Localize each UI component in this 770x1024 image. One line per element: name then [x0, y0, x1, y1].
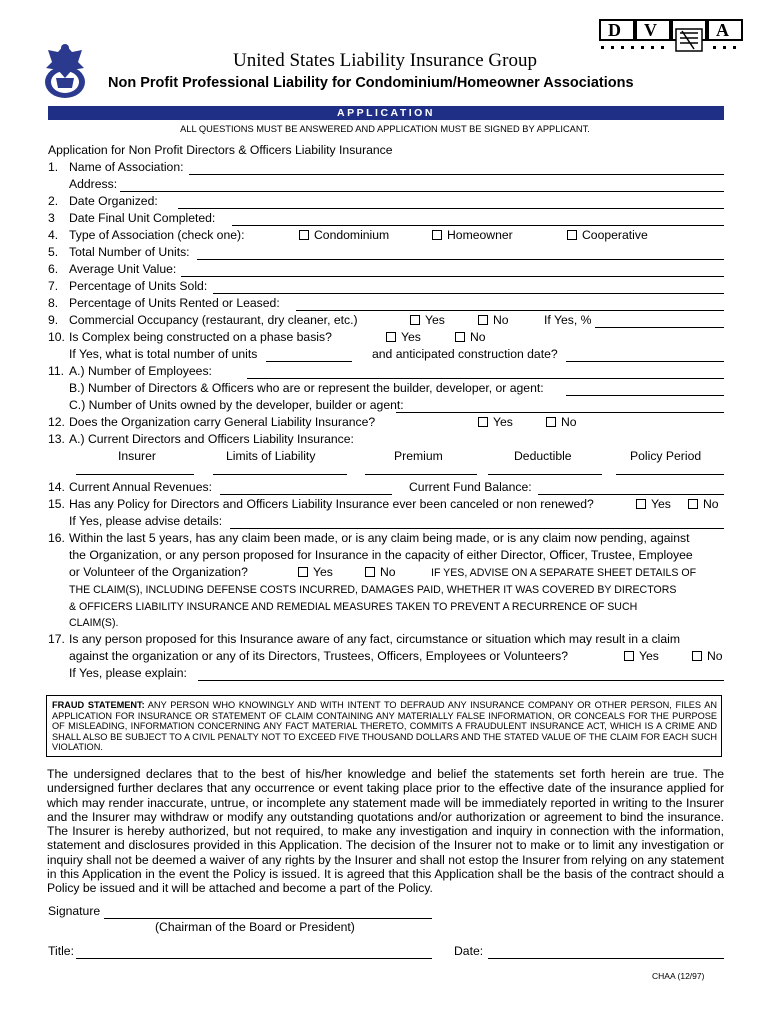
q11a-label: A.) Number of Employees: [69, 364, 212, 378]
q4-cooperative-checkbox[interactable]: Cooperative [567, 228, 648, 243]
signature-field[interactable] [104, 918, 432, 919]
q6-label: Average Unit Value: [69, 262, 177, 276]
q16-line-1: Within the last 5 years, has any claim been made, or is any claim being made, or is any claim now pending, against [69, 531, 690, 545]
q17-number: 17. [48, 632, 65, 646]
q17-explain-field[interactable] [198, 680, 724, 681]
q17-yes-checkbox[interactable]: Yes [624, 649, 659, 664]
q1-address-label: Address: [69, 177, 118, 191]
q17-explain-label: If Yes, please explain: [69, 666, 187, 680]
q1-name-field[interactable] [189, 174, 724, 175]
q13-deductible-field[interactable] [488, 474, 602, 475]
q8-number: 8. [48, 296, 59, 310]
q17-line-1: Is any person proposed for this Insurance aware of any fact, circumstance or situation which may result in a claim [69, 632, 681, 646]
q5-number: 5. [48, 245, 59, 259]
q13-row [48, 432, 724, 449]
q10-number: 10. [48, 330, 65, 344]
company-title: United States Liability Insurance Group [233, 50, 537, 71]
q16-line-6: CLAIM(S). [69, 617, 119, 629]
q10-date-label: and anticipated construction date? [372, 347, 558, 361]
q16-line-3b: IF YES, ADVISE ON A SEPARATE SHEET DETAILS OF [431, 567, 697, 579]
q13-period-field[interactable] [616, 474, 724, 475]
q13-fields-row [48, 460, 724, 477]
signature-caption: (Chairman of the Board or President) [155, 920, 355, 934]
q1-address-field[interactable] [120, 191, 724, 192]
instruction-text: ALL QUESTIONS MUST BE ANSWERED AND APPLICATION MUST BE SIGNED BY APPLICANT. [180, 124, 590, 134]
q3-row [48, 211, 724, 228]
q14-revenue-field[interactable] [220, 494, 392, 495]
q1-label: Name of Association: [69, 160, 184, 174]
q10-row [48, 330, 724, 347]
q16-row-2 [48, 548, 724, 565]
q15-label: Has any Policy for Directors and Officers Liability Insurance ever been canceled or non renewed? [69, 497, 594, 511]
q17-row-2 [48, 649, 724, 666]
logo-letter-a: A [716, 20, 729, 40]
q15-yes-checkbox[interactable]: Yes [636, 497, 671, 512]
q11c-label: C.) Number of Units owned by the developer, builder or agent: [69, 398, 404, 412]
q6-row [48, 262, 724, 279]
q13-premium-field[interactable] [365, 474, 477, 475]
q12-number: 12. [48, 415, 65, 429]
fraud-label: FRAUD STATEMENT: [52, 700, 145, 710]
q14-revenue-label: Current Annual Revenues: [69, 480, 212, 494]
fraud-statement-box [46, 695, 722, 757]
form-id: CHAA (12/97) [652, 971, 705, 981]
q12-row [48, 415, 724, 432]
q15-number: 15. [48, 497, 65, 511]
q8-label: Percentage of Units Rented or Leased: [69, 296, 280, 310]
q7-row [48, 279, 724, 296]
q16-line-2: the Organization, or any person proposed for Insurance in the capacity of either Director, Officer, Trustee, Employee [69, 548, 693, 562]
q9-percent-field[interactable] [595, 327, 724, 328]
logo-letter-d: D [608, 20, 621, 40]
q11b-field[interactable] [566, 395, 724, 396]
title-date-row [48, 944, 724, 961]
q13-col-deductible: Deductible [514, 449, 572, 463]
intro-text: Application for Non Profit Directors & Officers Liability Insurance [48, 143, 393, 157]
q9-number: 9. [48, 313, 59, 327]
q7-number: 7. [48, 279, 59, 293]
q11c-row [48, 398, 724, 415]
q11-number: 11. [48, 364, 65, 378]
q16-line-4: THE CLAIM(S), INCLUDING DEFENSE COSTS INCURRED, DAMAGES PAID, WHETHER IT WAS COVERED BY DIRECTORS [69, 584, 677, 596]
q15-sub-row [48, 514, 724, 531]
q9-no-checkbox[interactable]: No [478, 313, 509, 328]
q4-label: Type of Association (check one): [69, 228, 245, 242]
q17-row-1 [48, 632, 724, 649]
q16-row-6 [48, 615, 724, 632]
q13-insurer-field[interactable] [76, 474, 194, 475]
q3-field[interactable] [232, 225, 724, 226]
q10-units-field[interactable] [266, 361, 352, 362]
q4-homeowner-checkbox[interactable]: Homeowner [432, 228, 513, 243]
q7-label: Percentage of Units Sold: [69, 279, 208, 293]
q13-label: A.) Current Directors and Officers Liability Insurance: [69, 432, 354, 446]
q4-row [48, 228, 724, 245]
q5-row [48, 245, 724, 262]
q13-col-premium: Premium [394, 449, 443, 463]
title-label: Title: [48, 944, 74, 958]
q8-field[interactable] [296, 310, 724, 311]
q10-date-field[interactable] [566, 361, 724, 362]
q8-row [48, 296, 724, 313]
logo-letter-v: V [644, 20, 657, 40]
q2-field[interactable] [178, 208, 724, 209]
q9-row [48, 313, 724, 330]
q14-fund-label: Current Fund Balance: [409, 480, 532, 494]
fraud-text: ANY PERSON WHO KNOWINGLY AND WITH INTENT TO DEFRAUD ANY INSURANCE COMPANY OR OTHER PERSON, FILES AN APPLICATION FOR INSURANCE OR STATEMENT OF CLAIM CONTAINING ANY MATERIALLY FALSE INFORMATION, OR CONCEALS FOR THE PURPOSE OF MISLEADING, INFORMATION CONCERNING ANY FACT MATERIAL THERETO, COMMITS A FRAUDULENT INSURANCE ACT, WHICH IS A CRIME AND SHALL ALSO BE SUBJECT TO A CIVIL PENALTY NOT TO EXCEED FIVE THOUSAND DOLLARS AND THE STATED VALUE OF THE CLAIM FOR EACH SUCH VIOLATION. [52, 700, 717, 753]
dvua-logo [598, 19, 746, 53]
q15-row [48, 497, 724, 514]
q10-yes-checkbox[interactable]: Yes [386, 330, 421, 345]
q13-limits-field[interactable] [213, 474, 347, 475]
q10-sub-row [48, 347, 724, 364]
q17-sub-row [48, 666, 724, 683]
declaration-paragraph: The undersigned declares that to the best of his/her knowledge and belief the statements set forth herein are true. The undersigned further declares that any occurrence or event taking place prior to the effective date of the insurance applied for which may render inaccurate, untrue, or incomplete any statement made will be immediately reported in writing to the Insurer and the Insurer may withdraw or modify any outstanding quotations and/or authorization or agreement to bind the insurance. The Insurer is hereby authorized, but not required, to make any investigation and inquiry in connection with the information, statement and disclosures provided in this Application. The decision of the Insurer not to make or to limit any investigation or inquiry shall not be deemed a waiver of any rights by the Insurer and shall not estop the Insurer from relying on any statement in this Application in the event the Policy is issued. It is agreed that this Application shall be the basis of the contract should a Policy be issued and it will be attached and become a part of the Policy. [47, 767, 724, 896]
application-banner: APPLICATION [48, 106, 724, 120]
q1-row [48, 160, 724, 177]
q16-line-5: & OFFICERS LIABILITY INSURANCE AND REMEDIAL MEASURES TAKEN TO PREVENT A RECURRENCE OF SUCH [69, 601, 638, 613]
q5-field[interactable] [197, 259, 724, 260]
q17-line-2: against the organization or any of its Directors, Trustees, Officers, Employees or Volunteers? [69, 649, 569, 663]
q12-no-checkbox[interactable]: No [546, 415, 577, 430]
q16-row-5 [48, 599, 724, 616]
q3-label: Date Final Unit Completed: [69, 211, 216, 225]
q4-condominium-checkbox[interactable]: Condominium [299, 228, 389, 243]
q12-yes-checkbox[interactable]: Yes [478, 415, 513, 430]
q13-col-period: Policy Period [630, 449, 702, 463]
q16-row-1 [48, 531, 724, 548]
q2-row [48, 194, 724, 211]
q6-field[interactable] [181, 276, 724, 277]
q15-no-checkbox[interactable]: No [688, 497, 719, 512]
date-label: Date: [454, 944, 484, 958]
q12-label: Does the Organization carry General Liability Insurance? [69, 415, 376, 429]
q10-units-label: If Yes, what is total number of units [69, 347, 258, 361]
q2-number: 2. [48, 194, 59, 208]
q16-no-checkbox[interactable]: No [365, 565, 396, 580]
q14-number: 14. [48, 480, 65, 494]
q15-details-field[interactable] [230, 528, 724, 529]
q11b-row [48, 381, 724, 398]
q5-label: Total Number of Units: [69, 245, 190, 259]
q4-number: 4. [48, 228, 59, 242]
q14-row [48, 480, 724, 497]
q13-col-insurer: Insurer [118, 449, 156, 463]
q9-ifyes-label: If Yes, % [544, 313, 592, 327]
q11c-field[interactable] [396, 412, 724, 413]
q13-number: 13. [48, 432, 65, 446]
q16-yes-checkbox[interactable]: Yes [298, 565, 333, 580]
q3-number: 3 [48, 211, 55, 225]
q13-col-limits: Limits of Liability [226, 449, 316, 463]
q1-address-row [48, 177, 724, 194]
q17-no-checkbox[interactable]: No [692, 649, 723, 664]
intro-row [48, 143, 724, 160]
q15-details-label: If Yes, please advise details: [69, 514, 223, 528]
form-subtitle: Non Profit Professional Liability for Condominium/Homeowner Associations [108, 75, 634, 91]
q7-field[interactable] [213, 293, 724, 294]
signature-row [48, 904, 724, 921]
q9-label: Commercial Occupancy (restaurant, dry cleaner, etc.) [69, 313, 358, 327]
q16-row-4 [48, 582, 724, 599]
q10-label: Is Complex being constructed on a phase basis? [69, 330, 332, 344]
q1-number: 1. [48, 160, 59, 174]
q2-label: Date Organized: [69, 194, 158, 208]
title-field[interactable] [76, 958, 432, 959]
q9-yes-checkbox[interactable]: Yes [410, 313, 445, 328]
q6-number: 6. [48, 262, 59, 276]
q16-number: 16. [48, 531, 65, 545]
q14-fund-field[interactable] [538, 494, 724, 495]
q11a-row [48, 364, 724, 381]
q11a-field[interactable] [247, 378, 724, 379]
q16-line-3: or Volunteer of the Organization? [69, 565, 248, 579]
q10-no-checkbox[interactable]: No [455, 330, 486, 345]
date-field[interactable] [488, 958, 724, 959]
signature-label: Signature [48, 904, 101, 918]
signature-caption-row [48, 920, 724, 937]
q11b-label: B.) Number of Directors & Officers who are or represent the builder, developer, or agent: [69, 381, 544, 395]
q16-row-3 [48, 565, 724, 582]
